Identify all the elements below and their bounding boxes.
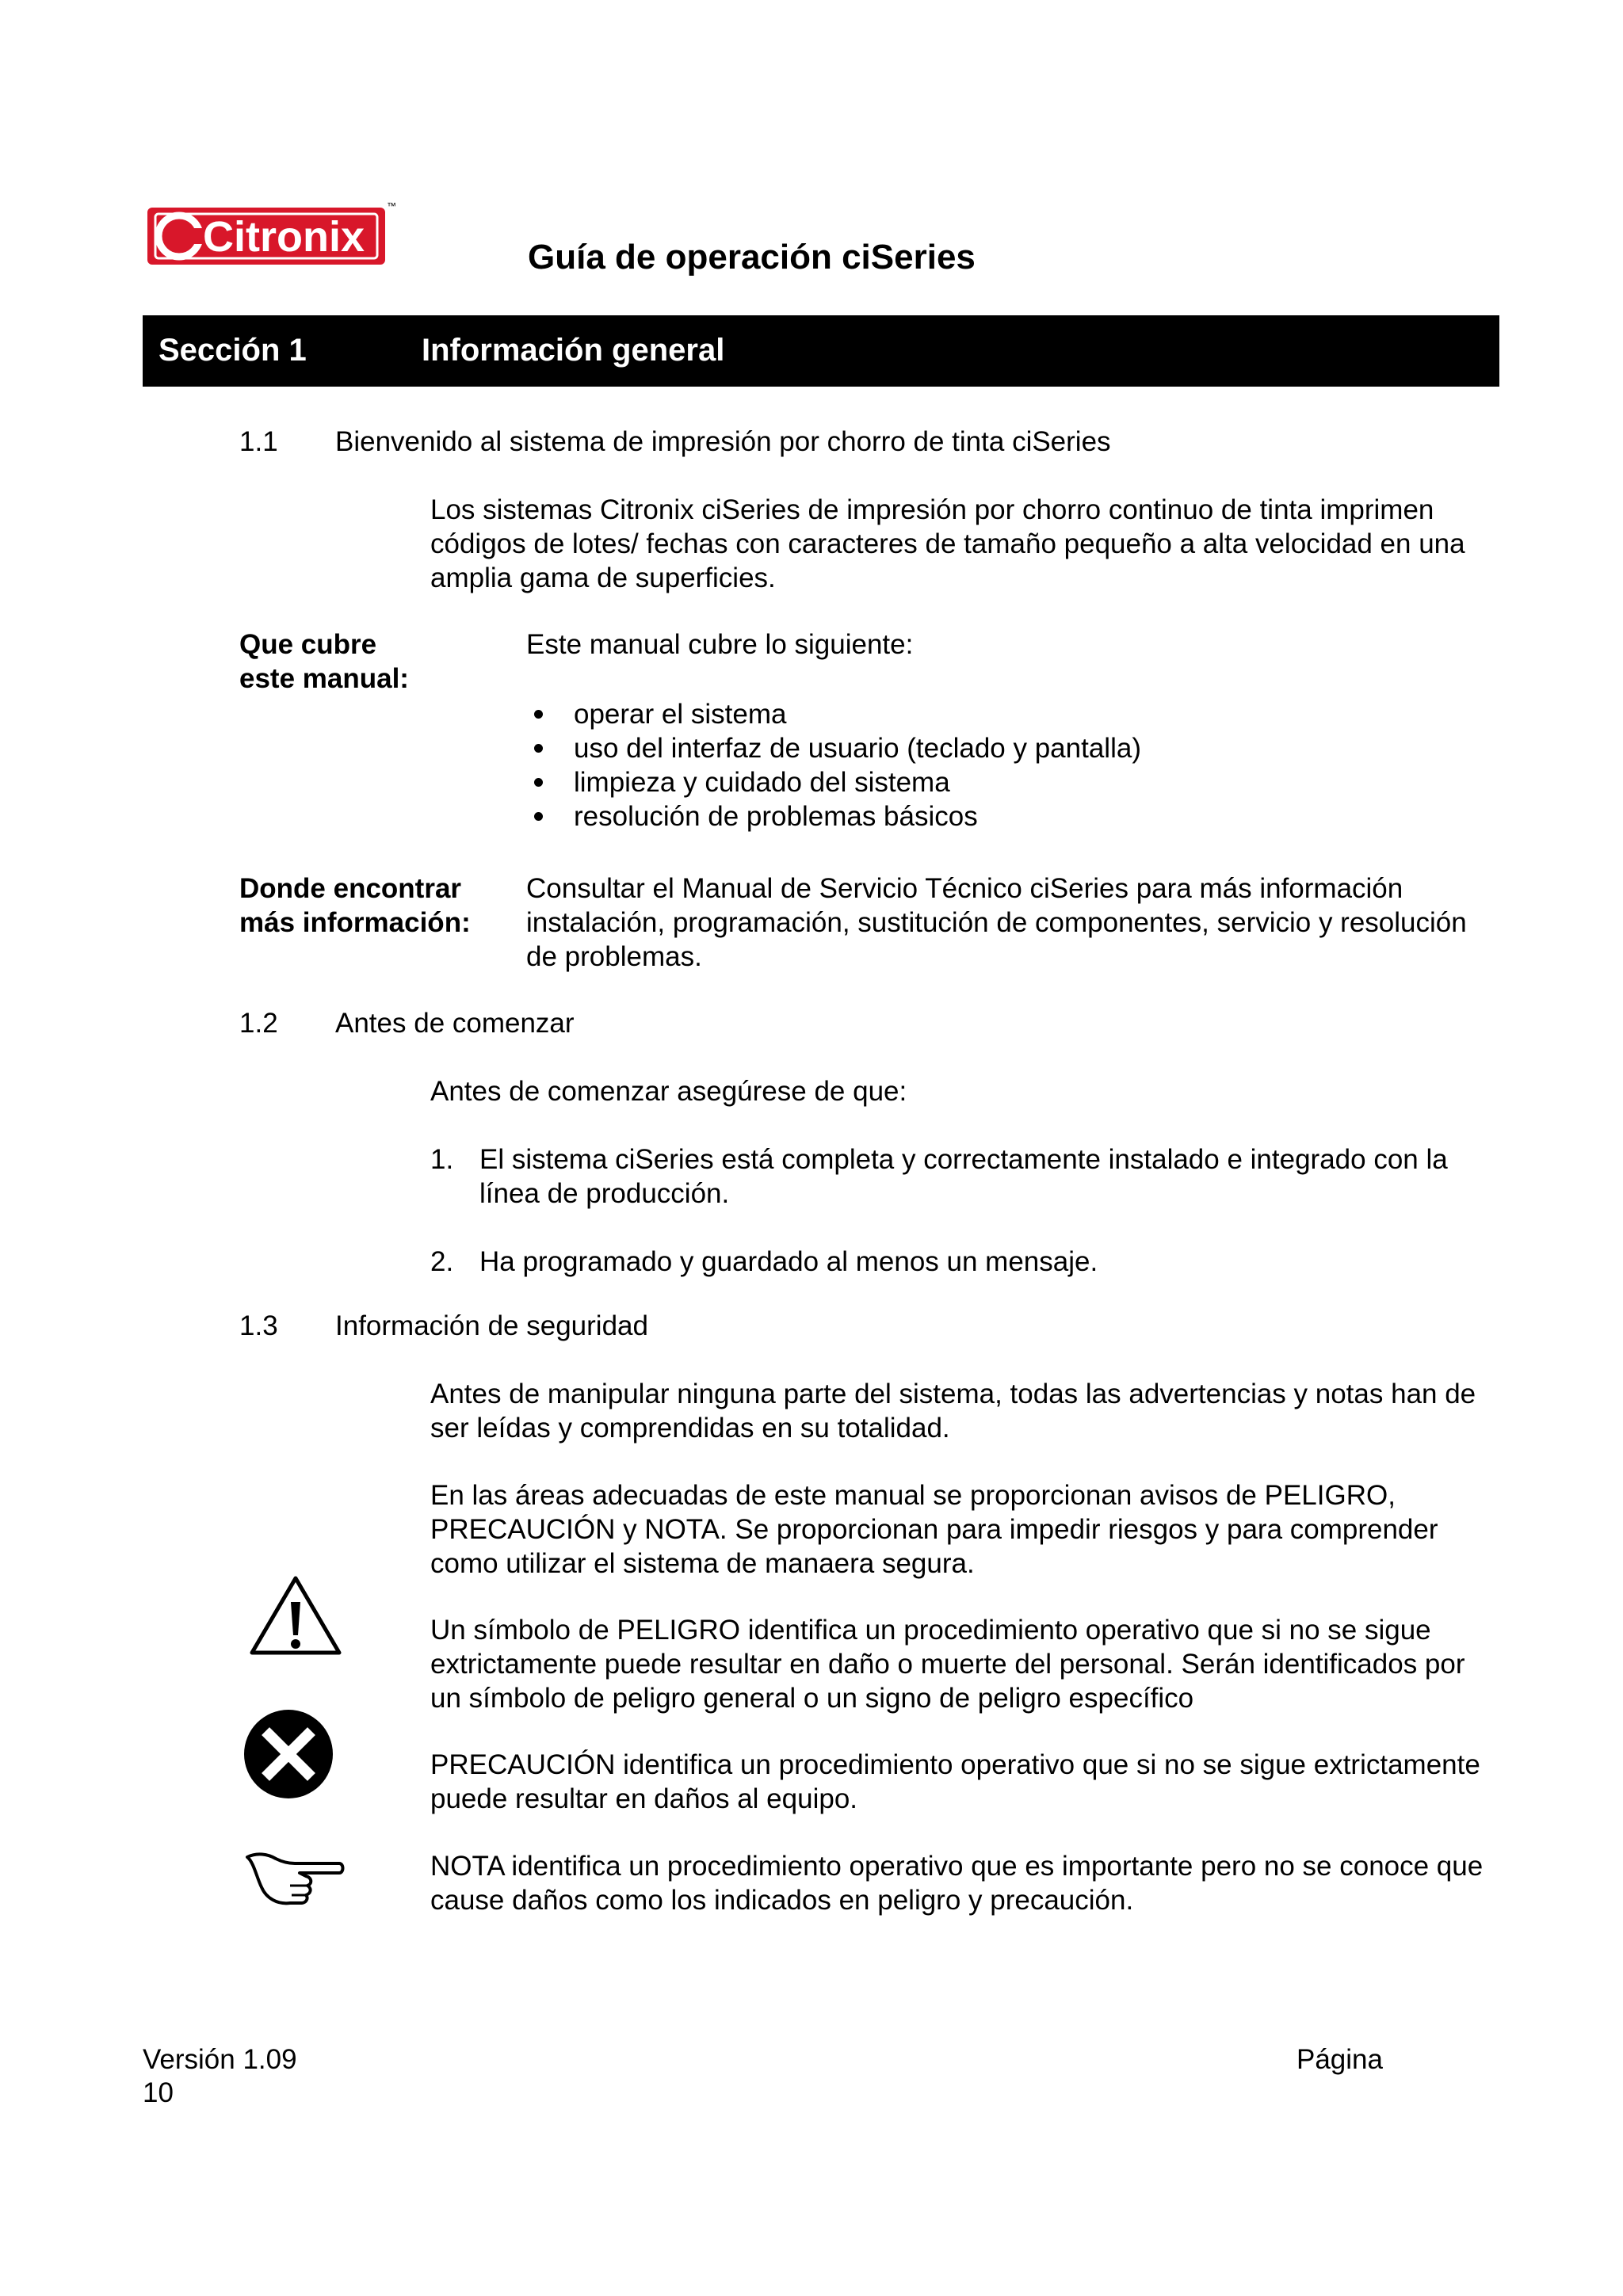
before-start-steps — [430, 1142, 1492, 1279]
list-item — [430, 1142, 1492, 1211]
more-info-label — [239, 871, 501, 940]
step-number: 1. — [430, 1144, 454, 1175]
footer-page-number: 10 — [143, 2077, 174, 2108]
section-title: Información general — [422, 333, 725, 368]
heading-1-2-number: 1.2 — [239, 1008, 278, 1039]
more-info-label-line-2: más información: — [239, 907, 471, 938]
citronix-logo — [144, 196, 406, 269]
covers-intro: Este manual cubre lo siguiente: — [526, 629, 914, 660]
covers-label-line-2: este manual: — [239, 663, 409, 694]
intro-paragraph: Los sistemas Citronix ciSeries de impresión por chorro continuo de tinta imprimen códigos de lotes/ fechas con caracteres de tamaño pequeño a alta velocidad en una amplia gama de superficies. — [430, 494, 1465, 593]
x-circle-icon — [242, 1708, 334, 1800]
safety-paragraph-2: En las áreas adecuadas de este manual se proporcionan avisos de PELIGRO, PRECAUCIÓN y NOTA. Se proporcionan para impedir riesgos y para comprender como utilizar el sistema de manaera segura. — [430, 1480, 1438, 1579]
covers-list — [526, 697, 1493, 833]
document-title: Guía de operación ciSeries — [528, 238, 976, 277]
before-start-intro: Antes de comenzar asegúrese de que: — [430, 1076, 907, 1107]
list-item: operar el sistema — [526, 697, 1493, 731]
step-text: El sistema ciSeries está completa y correctamente instalado e integrado con la línea de producción. — [479, 1144, 1448, 1209]
step-text: Ha programado y guardado al menos un mensaje. — [479, 1246, 1098, 1277]
covers-label-line-1: Que cubre — [239, 629, 377, 660]
heading-1-3-title: Información de seguridad — [335, 1310, 648, 1341]
warning-triangle-icon — [247, 1573, 344, 1657]
list-item: limpieza y cuidado del sistema — [526, 765, 1493, 799]
heading-1-3-number: 1.3 — [239, 1310, 278, 1341]
danger-paragraph: Un símbolo de PELIGRO identifica un procedimiento operativo que si no se sigue extrictamente puede resultar en daño o muerte del personal. Serán identificados por un símbolo de peligro general o un signo de peligro específico — [430, 1615, 1465, 1714]
note-paragraph: NOTA identifica un procedimiento operativo que es importante pero no se conoce que cause daños como los indicados en peligro y precaución. — [430, 1851, 1484, 1916]
pointing-hand-icon — [242, 1846, 346, 1909]
heading-1-1-number: 1.1 — [239, 426, 278, 457]
footer-page-label: Página — [1296, 2044, 1383, 2075]
more-info-text: Consultar el Manual de Servicio Técnico ciSeries para más información instalación, programación, sustitución de componentes, servicio y resolución de problemas. — [526, 873, 1467, 972]
heading-1-2-title: Antes de comenzar — [335, 1008, 575, 1039]
trademark-mark: ™ — [387, 200, 396, 212]
step-number: 2. — [430, 1246, 454, 1277]
caution-paragraph: PRECAUCIÓN identifica un procedimiento operativo que si no se sigue extrictamente puede resultar en daños al equipo. — [430, 1749, 1480, 1814]
list-item — [430, 1245, 1492, 1279]
list-item: uso del interfaz de usuario (teclado y pantalla) — [526, 731, 1493, 765]
more-info-label-line-1: Donde encontrar — [239, 873, 462, 904]
section-header-bar — [143, 315, 1499, 387]
section-number: Sección 1 — [158, 333, 307, 368]
list-item: resolución de problemas básicos — [526, 799, 1493, 833]
logo-text: Citronix — [203, 213, 365, 261]
covers-label — [239, 627, 501, 696]
heading-1-1-title: Bienvenido al sistema de impresión por chorro de tinta ciSeries — [335, 426, 1111, 457]
safety-paragraph-1: Antes de manipular ninguna parte del sistema, todas las advertencias y notas han de ser leídas y comprendidas en su totalidad. — [430, 1379, 1476, 1444]
footer-version: Versión 1.09 — [143, 2044, 297, 2075]
